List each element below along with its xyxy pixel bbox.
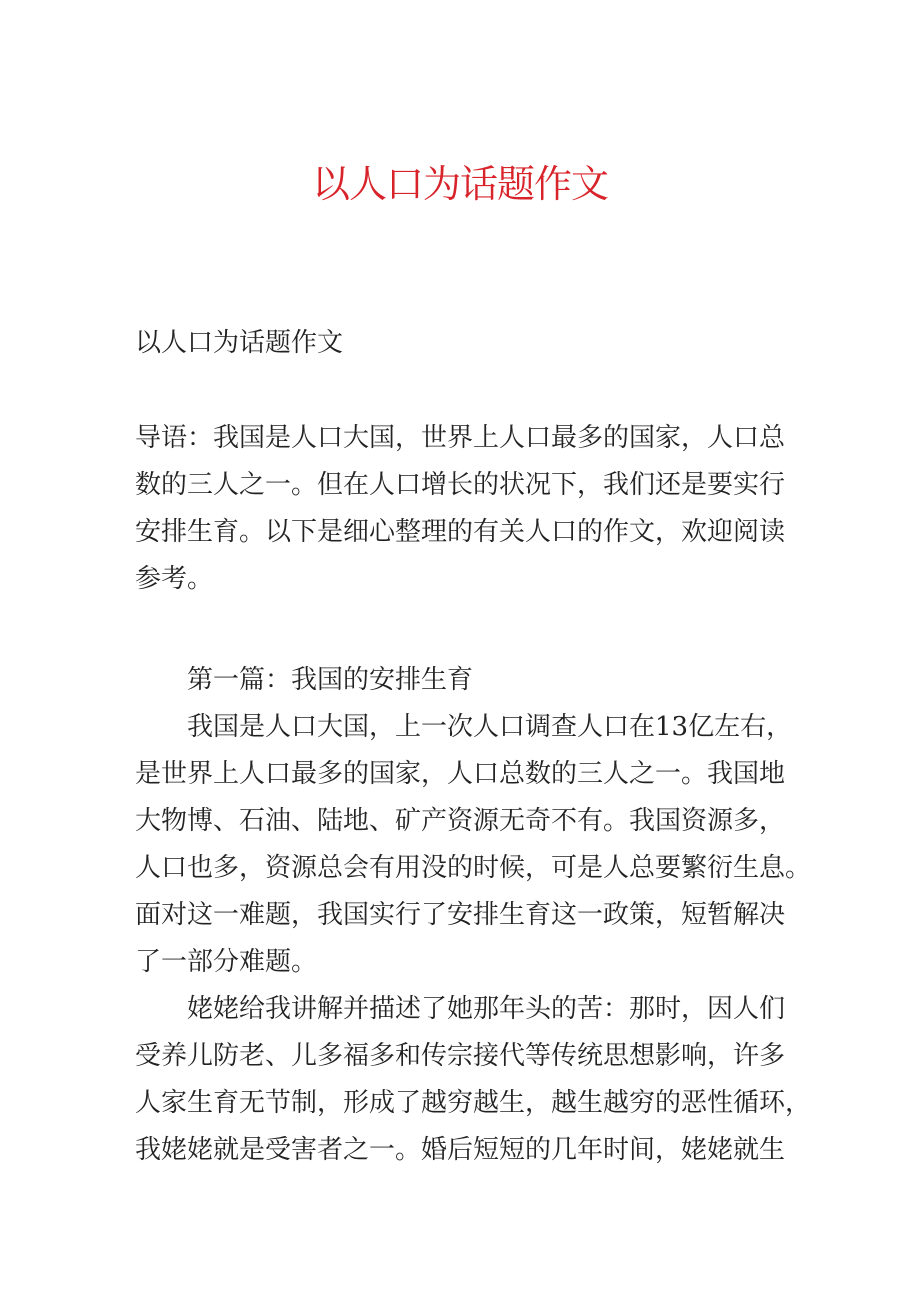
paragraph-line: 人口也多，资源总会有用没的时候，可是人总要繁衍生息。 bbox=[135, 853, 812, 883]
subtitle-line: 以人口为话题作文 bbox=[135, 328, 344, 358]
paragraph-line: 是世界上人口最多的国家，人口总数的三人之一。我国地 bbox=[135, 759, 786, 789]
paragraph-line: 姥姥给我讲解并描述了她那年头的苦：那时，因人们 bbox=[187, 994, 786, 1024]
intro-line: 安排生育。以下是细心整理的有关人口的作文，欢迎阅读 bbox=[135, 517, 786, 547]
paragraph-line: 受养儿防老、儿多福多和传宗接代等传统思想影响，许多 bbox=[135, 1041, 786, 1071]
document-subtitle bbox=[135, 320, 800, 367]
paragraph-line: 人家生育无节制，形成了越穷越生，越生越穷的恶性循环， bbox=[135, 1088, 812, 1118]
article-body bbox=[135, 657, 812, 1174]
paragraph-line: 我国是人口大国，上一次人口调查人口在13亿左右， bbox=[187, 712, 793, 742]
paragraph-line: 面对这一难题，我国实行了安排生育这一政策，短暂解决 bbox=[135, 900, 786, 930]
paragraph-line: 我姥姥就是受害者之一。婚后短短的几年时间，姥姥就生 bbox=[135, 1135, 786, 1165]
document-title: 以人口为话题作文 bbox=[311, 162, 608, 206]
paragraph-line: 了一部分难题。 bbox=[135, 947, 318, 977]
intro-line: 参考。 bbox=[135, 564, 214, 594]
paragraph-line: 大物博、石油、陆地、矿产资源无奇不有。我国资源多， bbox=[135, 806, 786, 836]
intro-line: 导语：我国是人口大国，世界上人口最多的国家，人口总 bbox=[135, 423, 786, 453]
intro-paragraph bbox=[135, 415, 800, 603]
intro-line: 数的三人之一。但在人口增长的状况下，我们还是要实行 bbox=[135, 470, 786, 500]
section-heading: 第一篇：我国的安排生育 bbox=[187, 665, 474, 695]
